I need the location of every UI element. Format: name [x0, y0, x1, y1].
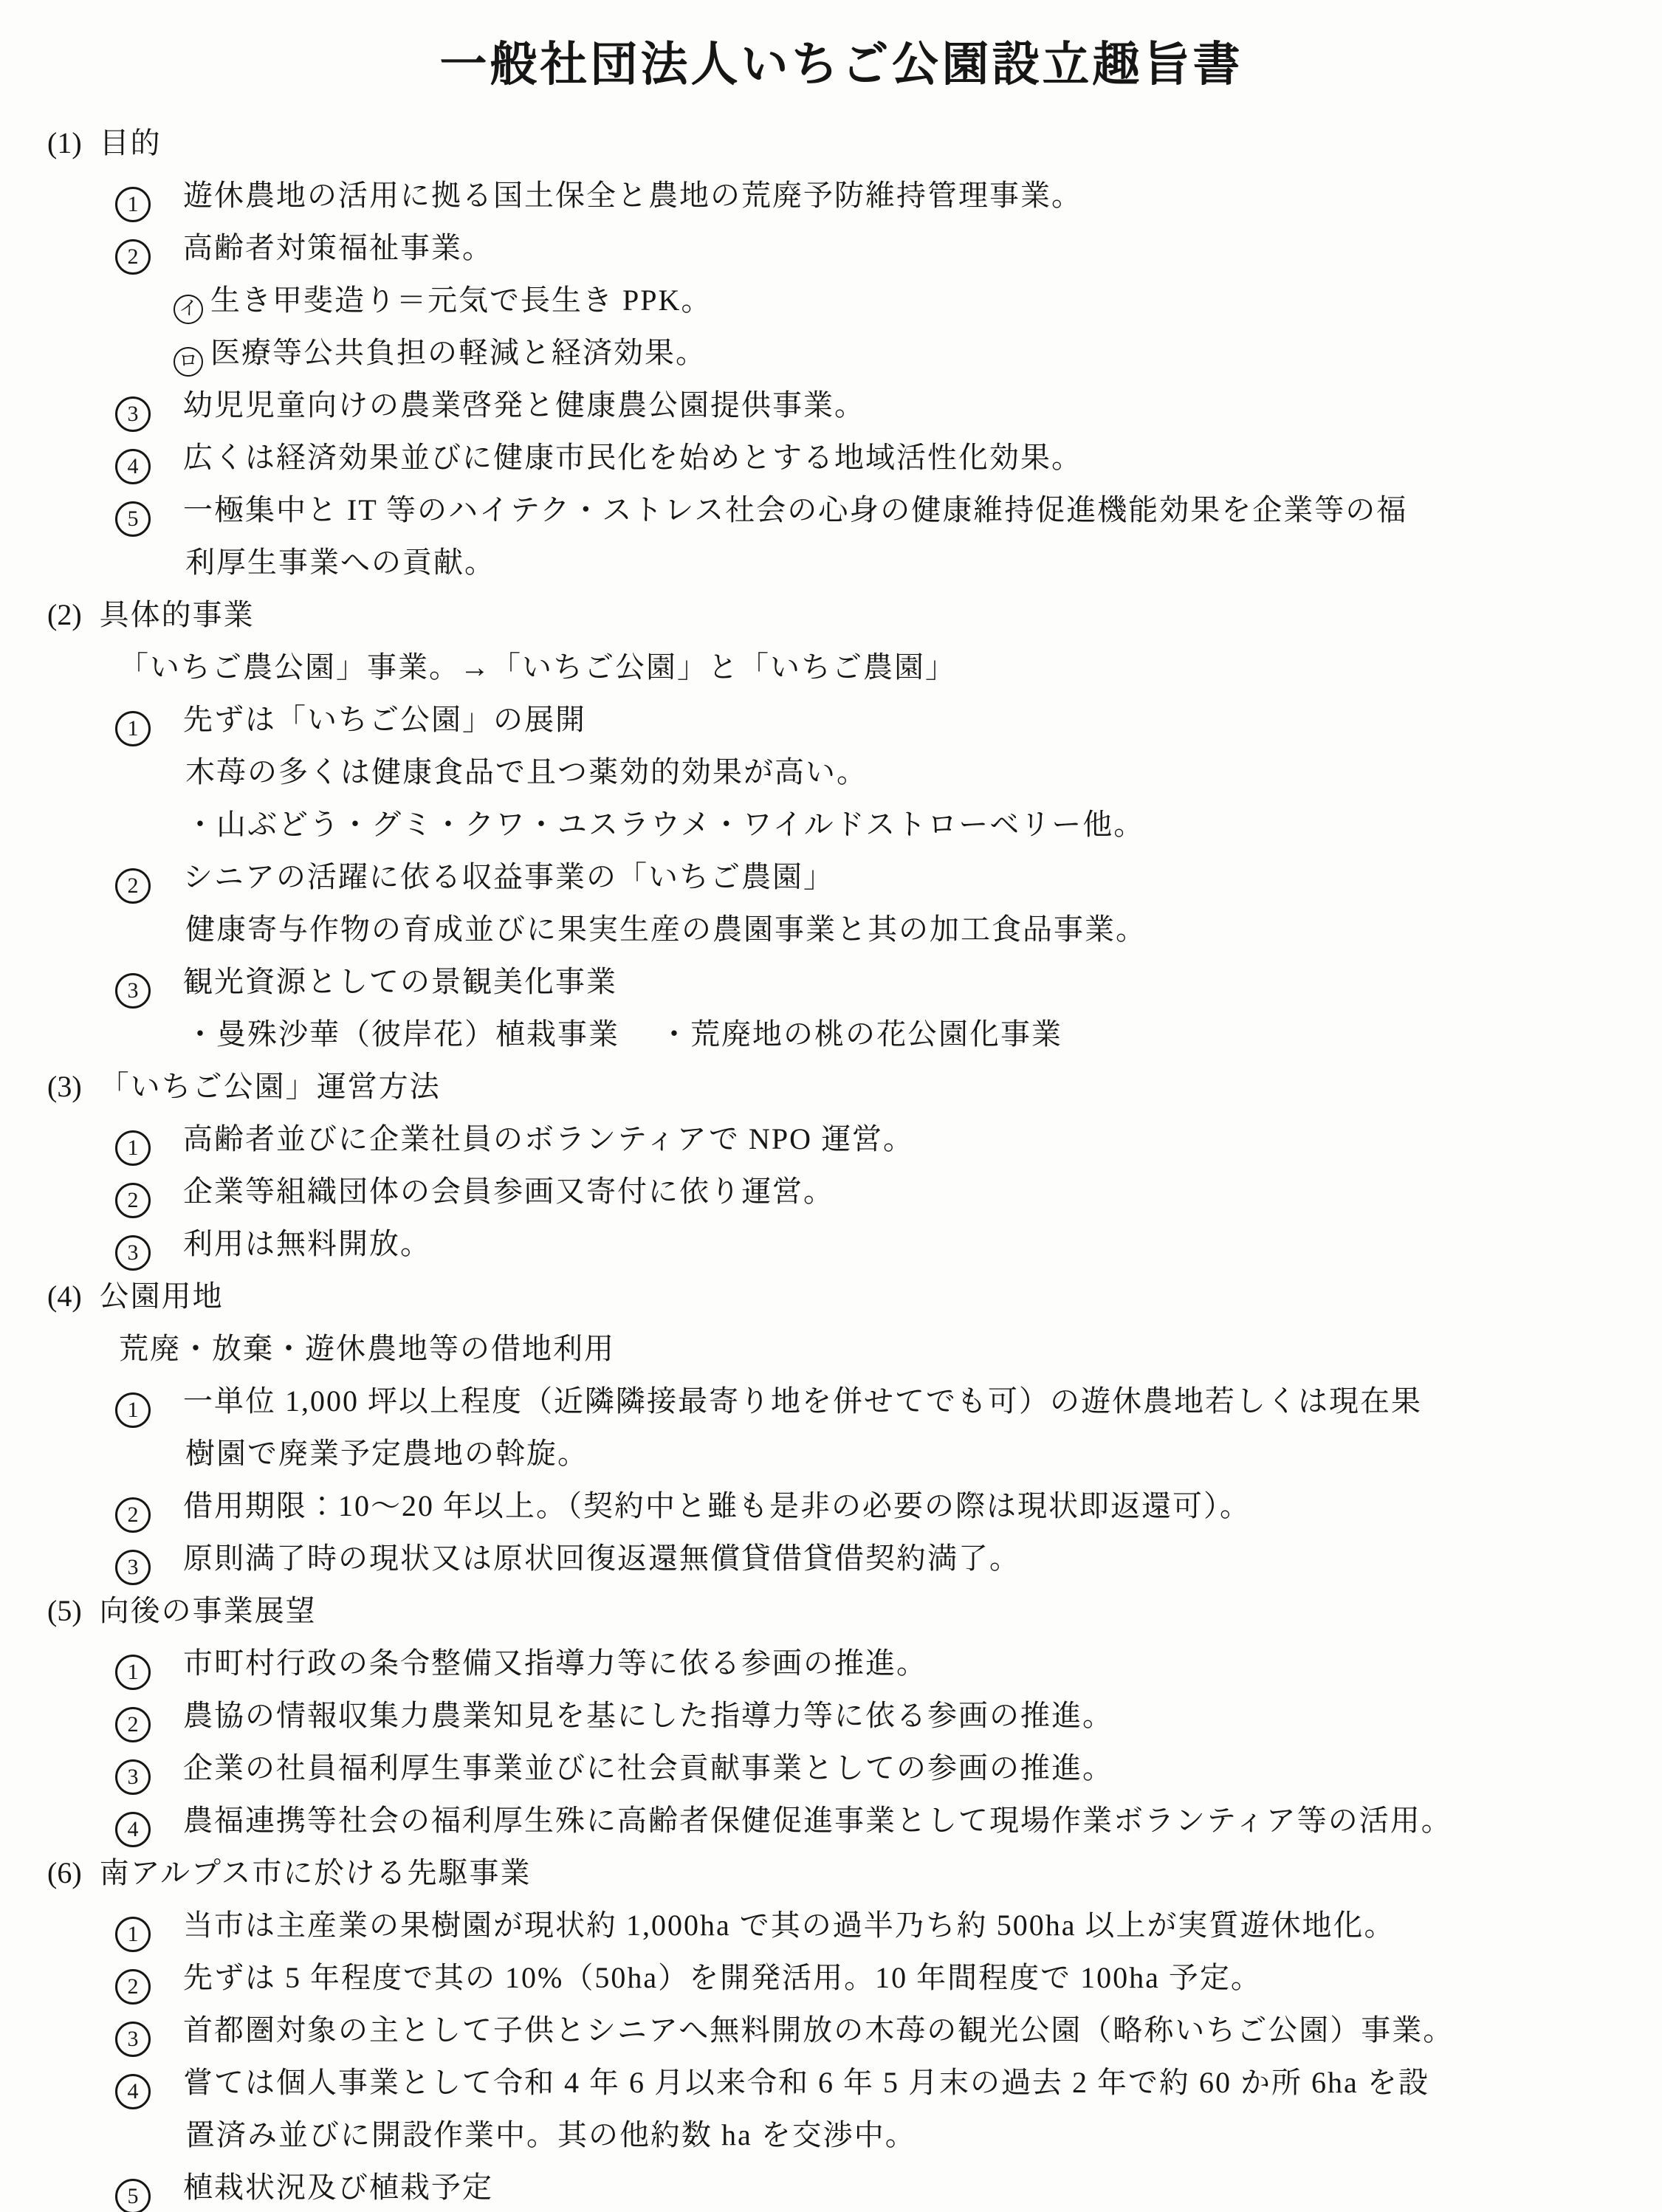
- section-number: (6): [47, 1856, 82, 1889]
- list-item: [47, 484, 1635, 536]
- list-item: [47, 221, 1635, 274]
- section-number: (4): [47, 1280, 82, 1313]
- circled-number-marker: 1: [115, 1130, 151, 1166]
- list-item-text: 植栽状況及び植栽予定: [183, 2171, 493, 2204]
- continuation-line: 利厚生事業への貢献。: [185, 546, 495, 579]
- section-number: (2): [47, 598, 82, 631]
- circled-number-marker: 1: [115, 187, 151, 222]
- section-heading: 「いちご公園」運営方法: [99, 1070, 441, 1103]
- continuation-line: ・山ぶどう・グミ・クワ・ユスラウメ・ワイルドストローベリー他。: [185, 808, 1145, 841]
- list-item: [47, 1480, 1635, 1532]
- continuation-line: 木苺の多くは健康食品で且つ薬効的効果が高い。: [185, 755, 868, 789]
- list-item: [47, 1532, 1635, 1584]
- list-item-text: 企業の社員福利厚生事業並びに社会貢献事業としての参画の推進。: [183, 1751, 1113, 1785]
- circled-number-marker: 2: [115, 1707, 151, 1742]
- list-item-text: 幼児児童向けの農業啓発と健康農公園提供事業。: [183, 388, 865, 422]
- circled-number-marker: 1: [115, 711, 151, 746]
- list-item: [47, 1742, 1635, 1794]
- continuation-line: 健康寄与作物の育成並びに果実生産の農園事業と其の加工食品事業。: [185, 913, 1147, 946]
- list-item: [47, 1165, 1635, 1217]
- circled-number-marker: 5: [115, 501, 151, 537]
- section-number: (1): [47, 126, 82, 159]
- list-item: [47, 1113, 1635, 1165]
- document-title: 一般社団法人いちご公園設立趣旨書: [439, 38, 1243, 91]
- list-item: [47, 1375, 1635, 1427]
- list-item-text: 一単位 1,000 坪以上程度（近隣隣接最寄り地を併せてでも可）の遊休農地若しくは現在果: [183, 1384, 1422, 1418]
- section-heading-row: [47, 1060, 1635, 1113]
- circled-number-marker: 2: [115, 239, 151, 275]
- continuation-line: 置済み並びに開設作業中。其の他約数 ha を交渉中。: [185, 2118, 916, 2151]
- list-item: [47, 851, 1635, 903]
- circled-number-marker: 1: [115, 1917, 151, 1952]
- sub-list-item-text: 医療等公共負担の軽減と経済効果。: [210, 336, 707, 369]
- section-heading: 具体的事業: [99, 598, 255, 631]
- list-item-text: 企業等組織団体の会員参画又寄付に依り運営。: [183, 1175, 834, 1208]
- section-heading-row: [47, 1270, 1635, 1322]
- circled-number-marker: 5: [115, 2179, 151, 2212]
- continuation-line: 樹園で廃業予定農地の斡旋。: [185, 1437, 588, 1470]
- list-item-text: 高齢者並びに企業社員のボランティアで NPO 運営。: [183, 1122, 915, 1155]
- section-heading: 向後の事業展望: [99, 1594, 317, 1627]
- list-item-text: 観光資源としての景観美化事業: [183, 965, 617, 998]
- section-sub-line: 荒廃・放棄・遊休農地等の借地利用: [119, 1332, 615, 1365]
- list-item: [47, 1951, 1635, 2004]
- list-item: [47, 431, 1635, 484]
- sub-list-item: [47, 274, 1635, 326]
- list-item: [47, 1689, 1635, 1742]
- list-item-text: シニアの活躍に依る収益事業の「いちご農園」: [183, 860, 834, 893]
- section-sub-line: 「いちご農公園」事業。→「いちご公園」と「いちご農園」: [119, 650, 956, 684]
- list-item-text: 嘗ては個人事業として令和 4 年 6 月以来令和 6 年 5 月末の過去 2 年で約 60 か所 6ha を設: [183, 2066, 1429, 2099]
- circled-number-marker: 2: [115, 868, 151, 904]
- list-item-text: 借用期限：10～20 年以上。（契約中と雖も是非の必要の際は現状即返還可）。: [183, 1489, 1251, 1522]
- list-item-text: 利用は無料開放。: [183, 1227, 431, 1260]
- list-item-text: 広くは経済効果並びに健康市民化を始めとする地域活性化効果。: [183, 441, 1082, 474]
- list-item: [47, 1899, 1635, 1951]
- circled-number-marker: 4: [115, 1812, 151, 1847]
- continuation-line: ・曼殊沙華（彼岸花）植栽事業 ・荒廃地の桃の花公園化事業: [185, 1017, 1062, 1051]
- list-item-text: 原則満了時の現状又は原状回復返還無償貸借貸借契約満了。: [183, 1542, 1020, 1575]
- circled-number-marker: 3: [115, 1235, 151, 1271]
- list-item: [47, 1217, 1635, 1270]
- list-item: [47, 379, 1635, 431]
- sub-list-item: [47, 326, 1635, 379]
- list-item-text: 農福連携等社会の福利厚生殊に高齢者保健促進事業として現場作業ボランティア等の活用。: [183, 1804, 1452, 1837]
- list-item-text: 高齢者対策福祉事業。: [183, 231, 493, 264]
- section-heading-row: [47, 1847, 1635, 1899]
- circled-number-marker: 3: [115, 1759, 151, 1795]
- circled-number-marker: 3: [115, 396, 151, 432]
- circled-number-marker: 2: [115, 1969, 151, 2005]
- list-item-text: 一極集中と IT 等のハイテク・ストレス社会の心身の健康維持促進機能効果を企業等の福: [183, 493, 1408, 526]
- circled-number-marker: 2: [115, 1183, 151, 1218]
- section-heading: 目的: [99, 126, 162, 159]
- circled-number-marker: 2: [115, 1497, 151, 1533]
- list-item: [47, 169, 1635, 221]
- list-item-text: 農協の情報収集力農業知見を基にした指導力等に依る参画の推進。: [183, 1699, 1113, 1732]
- list-item: [47, 1637, 1635, 1689]
- section-heading-row: [47, 588, 1635, 641]
- section-heading-row: [47, 1584, 1635, 1637]
- list-item-text: 当市は主産業の果樹園が現状約 1,000ha で其の過半乃ち約 500ha 以上が実質遊休地化。: [183, 1909, 1395, 1942]
- list-item: [47, 2161, 1635, 2212]
- section-heading-row: [47, 117, 1635, 169]
- circled-kana-marker: ロ: [174, 347, 203, 377]
- document-body: [47, 117, 1635, 2212]
- section-heading: 公園用地: [99, 1280, 224, 1313]
- list-item: [47, 1794, 1635, 1847]
- circled-number-marker: 3: [115, 1550, 151, 1585]
- list-item-text: 先ずは 5 年程度で其の 10%（50ha）を開発活用。10 年間程度で 100ha 予定。: [183, 1961, 1262, 1994]
- sub-list-item-text: 生き甲斐造り＝元気で長生き PPK。: [210, 284, 712, 317]
- list-item-text: 遊休農地の活用に拠る国土保全と農地の荒廃予防維持管理事業。: [183, 179, 1082, 212]
- circled-number-marker: 4: [115, 2074, 151, 2109]
- list-item-text: 先ずは「いちご公園」の展開: [183, 703, 586, 736]
- circled-number-marker: 3: [115, 2022, 151, 2057]
- circled-number-marker: 3: [115, 973, 151, 1009]
- circled-kana-marker: イ: [174, 295, 203, 324]
- list-item: [47, 955, 1635, 1008]
- list-item: [47, 2056, 1635, 2109]
- list-item: [47, 693, 1635, 746]
- circled-number-marker: 4: [115, 449, 151, 484]
- section-number: (5): [47, 1594, 82, 1627]
- list-item: [47, 2004, 1635, 2056]
- list-item-text: 市町村行政の条令整備又指導力等に依る参画の推進。: [183, 1646, 927, 1680]
- circled-number-marker: 1: [115, 1655, 151, 1690]
- circled-number-marker: 1: [115, 1392, 151, 1428]
- section-heading: 南アルプス市に於ける先駆事業: [99, 1856, 532, 1889]
- list-item-text: 首都圏対象の主として子供とシニアへ無料開放の木苺の観光公園（略称いちご公園）事業。: [183, 2013, 1455, 2047]
- section-number: (3): [47, 1070, 82, 1103]
